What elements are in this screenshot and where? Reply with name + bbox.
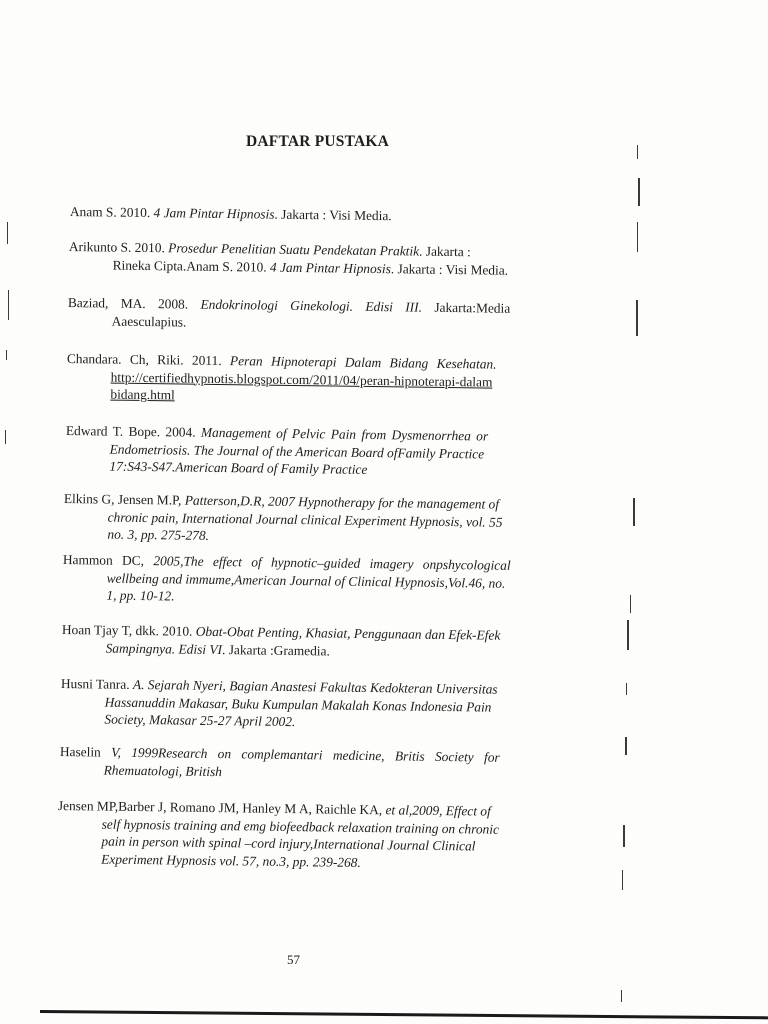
reference-title: chronic pain, International Journal clinical Experiment Hypnosis, vol. 55 <box>107 509 503 530</box>
reference-title: 1, pp. 10-12. <box>106 587 175 604</box>
scan-artifact-mark <box>8 290 9 320</box>
reference-item <box>62 621 547 662</box>
reference-publisher: . Jakarta : Visi Media. <box>274 206 392 224</box>
scan-artifact-mark <box>621 990 622 1002</box>
reference-author: Chandara. Ch, Riki. 2011. <box>66 350 222 369</box>
reference-title: 4 Jam Pintar Hipnosis <box>269 259 391 276</box>
reference-item <box>60 743 548 784</box>
scan-artifact-mark <box>636 300 638 336</box>
reference-author: Husni Tanra. <box>60 675 130 692</box>
reference-author: Arikunto S. 2010. <box>68 238 165 256</box>
reference-item <box>66 350 551 409</box>
reference-title: Sampingnya. Edisi VI <box>105 640 223 657</box>
reference-url-link[interactable]: bidang.html <box>110 386 175 403</box>
reference-publisher: . Jakarta :Gramedia. <box>221 641 330 659</box>
reference-publisher: . Jakarta : <box>419 243 471 260</box>
reference-author: Hammon DC, <box>62 551 145 569</box>
scan-artifact-mark <box>622 870 623 890</box>
scan-artifact-mark <box>623 825 625 847</box>
scan-artifact-mark <box>627 620 629 650</box>
reference-author: Baziad, MA. 2008. <box>67 294 189 312</box>
scan-artifact-mark <box>633 498 635 526</box>
scan-artifact-mark <box>637 145 638 159</box>
scan-artifact-mark <box>7 222 8 244</box>
reference-item <box>69 238 539 279</box>
reference-publisher: Jakarta:Media <box>434 299 511 316</box>
scan-artifact-mark <box>638 178 640 206</box>
reference-title: Experiment Hypnosis vol. 57, no.3, pp. 239-268. <box>101 851 361 870</box>
reference-title: 4 Jam Pintar Hipnosis <box>153 205 275 222</box>
scan-artifact-mark <box>625 737 627 755</box>
scan-artifact-mark <box>6 350 7 360</box>
scan-artifact-mark <box>630 595 631 613</box>
page-number: 57 <box>287 952 300 967</box>
reference-title: Obat-Obat Penting, Khasiat, Penggunaan dan Efek-Efek <box>195 623 501 643</box>
reference-title: A. Sejarah Nyeri, Bagian Anastesi Fakultas Kedokteran Universitas <box>132 676 498 697</box>
reference-title: Peran Hipnoterapi Dalam Bidang Kesehatan. <box>229 353 497 372</box>
reference-title: wellbeing and immume,American Journal of Clinical Hypnosis,Vol.46, no. <box>106 570 506 591</box>
reference-title: Endokrinologi Ginekologi. Edisi III. <box>200 296 423 315</box>
scan-artifact-mark <box>626 683 627 695</box>
reference-title: Patterson,D.R, 2007 Hypnotherapy for the management of <box>184 492 500 512</box>
reference-item <box>60 675 549 734</box>
reference-item <box>62 551 548 610</box>
reference-title: Prosedur Penelitian Suatu Pendekatan Praktik <box>168 240 420 259</box>
reference-title: self hypnosis training and emg biofeedback relaxation training on chronic <box>101 816 500 837</box>
reference-title: pain in person with spinal –cord injury,International Journal Clinical <box>101 833 476 854</box>
reference-title: 17:S43-S47.American Board of Family Practice <box>109 458 368 477</box>
reference-author: Jensen MP,Barber J, Romano JM, Hanley M A, Raichle KA, <box>57 797 383 818</box>
reference-title: Management of Pelvic Pain from Dysmenorrhea or <box>200 424 489 444</box>
reference-item <box>65 422 546 481</box>
reference-title: no. 3, pp. 275-278. <box>107 526 210 543</box>
reference-title: Society, Makasar 25-27 April 2002. <box>104 711 296 730</box>
reference-text: Rineka Cipta.Anam S. 2010. <box>112 257 267 275</box>
scan-artifact-mark <box>5 430 6 444</box>
reference-author: Hoan Tjay T, dkk. 2010. <box>61 621 193 639</box>
reference-item <box>57 797 548 873</box>
reference-title: Endometriosis. The Journal of the American Board ofFamily Practice <box>109 441 485 461</box>
reference-author: Elkins G, Jensen M.P, <box>63 490 182 508</box>
reference-title: et al,2009, Effect of <box>385 802 491 819</box>
reference-title: V, 1999Research on complemantari medicine, Britis Society for <box>111 744 500 765</box>
page-title: DAFTAR PUSTAKA <box>246 133 390 150</box>
reference-title: Rhemuatologi, British <box>103 762 223 779</box>
reference-author: Edward T. Bope. 2004. <box>65 422 196 440</box>
reference-url-link[interactable]: http://certifiedhypnotis.blogspot.com/2011/04/peran-hipnoterapi-dalam <box>110 369 493 390</box>
scan-artifact-mark <box>637 222 638 252</box>
reference-publisher: . Jakarta : Visi Media. <box>390 260 509 278</box>
reference-title: Hassanuddin Makasar, Buku Kumpulan Makalah Konas Indonesia Pain <box>104 694 492 715</box>
reference-item <box>63 490 549 549</box>
reference-item <box>70 203 530 227</box>
reference-title: 2005,The effect of hypnotic–guided imagery onpshycological <box>153 553 511 573</box>
reference-item <box>68 294 550 335</box>
reference-author: Haselin <box>59 743 101 760</box>
reference-author: Anam S. 2010. <box>69 203 151 221</box>
reference-publisher: Aaesculapius. <box>111 313 187 330</box>
